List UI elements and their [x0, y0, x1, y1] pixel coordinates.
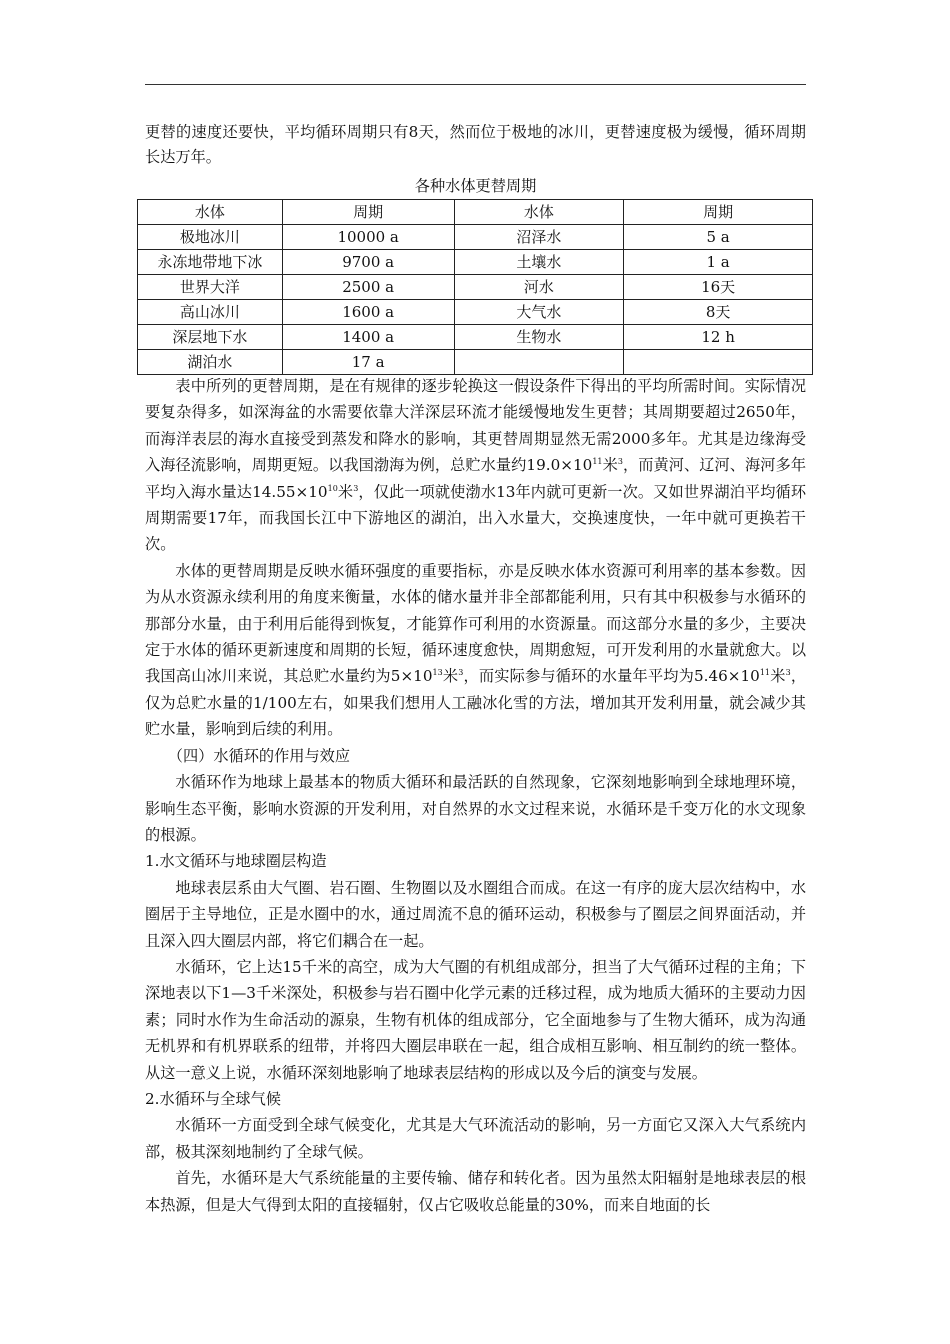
table-cell: 2500 a: [282, 275, 454, 300]
table-row: [138, 250, 813, 275]
table-cell: 河水: [454, 275, 624, 300]
table-cell: 1 a: [624, 250, 813, 275]
intro-paragraph: 更替的速度还要快，平均循环周期只有8天，然而位于极地的冰川，更替速度极为缓慢，循环周期长达万年。: [145, 123, 806, 166]
table-cell: [624, 350, 813, 375]
subsection-heading: 2.水循环与全球气候: [145, 1089, 281, 1108]
table-cell: 湖泊水: [138, 350, 283, 375]
paragraph-climate-influence: 水循环一方面受到全球气候变化，尤其是大气环流活动的影响，另一方面它又深入大气系统内部，极其深刻地制约了全球气候。: [145, 1116, 806, 1161]
table-cell: 生物水: [454, 325, 624, 350]
water-renewal-table: [137, 199, 813, 375]
table-row: [138, 300, 813, 325]
table-cell: 1600 a: [282, 300, 454, 325]
table-row: [138, 350, 813, 375]
table-cell: 16天: [624, 275, 813, 300]
header-cell: 水体: [138, 200, 283, 225]
table-row: [138, 225, 813, 250]
table-cell: 深层地下水: [138, 325, 283, 350]
table-caption: 各种水体更替周期: [414, 177, 537, 195]
paragraph-earth-spheres: 地球表层系由大气圈、岩石圈、生物圈以及水圈组合而成。在这一有序的庞大层次结构中，水圈居于主导地位，正是水圈中的水，通过周流不息的循环运动，积极参与了圈层之间界面活动，并且深入四大圈层内部，将它们耦合在一起。: [145, 878, 806, 950]
header-rule: [145, 84, 806, 85]
paragraph-renewal-explanation: 表中所列的更替周期，是在有规律的逐步轮换这一假设条件下得出的平均所需时间。实际情况要复杂得多，如深海盆的水需要依靠大洋深层环流才能缓慢地发生更替；其周期要超过2650年，而海洋表层的海水直接受到蒸发和降水的影响，其更替周期显然无需2000多年。尤其是边缘海受入海径流影响，周期更短。以我国渤海为例，总贮水量约$19.0\times 10^{11}$米$^3$，而黄河、辽河、海河多年平均入海水量达$14.55\times 10^{10}$米$^3$，仅此一项就使渤水13年内就可更新一次。又如世界湖泊平均循环周期需要17年，而我国长江中下游地区的湖泊，出入水量大，交换速度快，一年中就可更换若干次。: [145, 377, 807, 554]
section-heading: （四）水循环的作用与效应: [167, 746, 351, 765]
table-cell: 10000 a: [282, 225, 454, 250]
paragraph-water-cycle-role: 水循环作为地球上最基本的物质大循环和最活跃的自然现象，它深刻地影响到全球地理环境，影响生态平衡，影响水资源的开发利用，对自然界的水文过程来说，水循环是千变万化的水文现象的根源。: [145, 773, 806, 844]
table-cell: 9700 a: [282, 250, 454, 275]
table-cell: 高山冰川: [138, 300, 283, 325]
table-cell: 土壤水: [454, 250, 624, 275]
table-cell: 17 a: [282, 350, 454, 375]
paragraph-energy-transfer: 首先，水循环是大气系统能量的主要传输、储存和转化者。因为虽然太阳辐射是地球表层的根本热源，但是大气得到太阳的直接辐射，仅占它吸收总能量的30%，而来自地面的长: [145, 1169, 806, 1214]
table-cell: 大气水: [454, 300, 624, 325]
header-cell: 周期: [624, 200, 813, 225]
table-header-row: [138, 200, 813, 225]
table-cell: 12 h: [624, 325, 813, 350]
header-cell: 周期: [282, 200, 454, 225]
table-cell: 8天: [624, 300, 813, 325]
table-cell: 5 a: [624, 225, 813, 250]
body-text: [145, 373, 806, 1218]
table-cell: 极地冰川: [138, 225, 283, 250]
table-cell: [454, 350, 624, 375]
table-row: [138, 325, 813, 350]
paragraph-renewal-indicator: 水体的更替周期是反映水循环强度的重要指标，亦是反映水体水资源可利用率的基本参数。因为从水资源永续利用的角度来衡量，水体的储水量并非全部都能利用，只有其中积极参与水循环的那部分水量，由于利用后能得到恢复，才能算作可利用的水资源量。而这部分水量的多少，主要决定于水体的循环更新速度和周期的长短，循环速度愈快，周期愈短，可开发利用的水量就愈大。以我国高山冰川来说，其总贮水量约为$5\times 10^{13}$米$^3$，而实际参与循环的水量年平均为$5.46\times 10^{11}$米$^3$，仅为总贮水量的1/100左右，如果我们想用人工融冰化雪的方法，增加其开发利用量，就会减少其贮水量，影响到后续的利用。: [145, 561, 807, 739]
subsection-heading: 1.水文循环与地球圈层构造: [145, 852, 327, 871]
paragraph-cycle-depth: 水循环，它上达15千米的高空，成为大气圈的有机组成部分，担当了大气循环过程的主角；下深地表以下1—3千米深处，积极参与岩石圈中化学元素的迁移过程，成为地质大循环的主要动力因素；同时水作为生命活动的源泉，生物有机体的组成部分，它全面地参与了生物大循环，成为沟通无机界和有机界联系的纽带，并将四大圈层串联在一起，组合成相互影响、相互制约的统一整体。从这一意义上说，水循环深刻地影响了地球表层结构的形成以及今后的演变与发展。: [145, 957, 806, 1082]
table-cell: 世界大洋: [138, 275, 283, 300]
header-cell: 水体: [454, 200, 624, 225]
table-row: [138, 275, 813, 300]
intro-block: [145, 120, 806, 169]
table-cell: 1400 a: [282, 325, 454, 350]
table-cell: 沼泽水: [454, 225, 624, 250]
table-cell: 永冻地带地下冰: [138, 250, 283, 275]
